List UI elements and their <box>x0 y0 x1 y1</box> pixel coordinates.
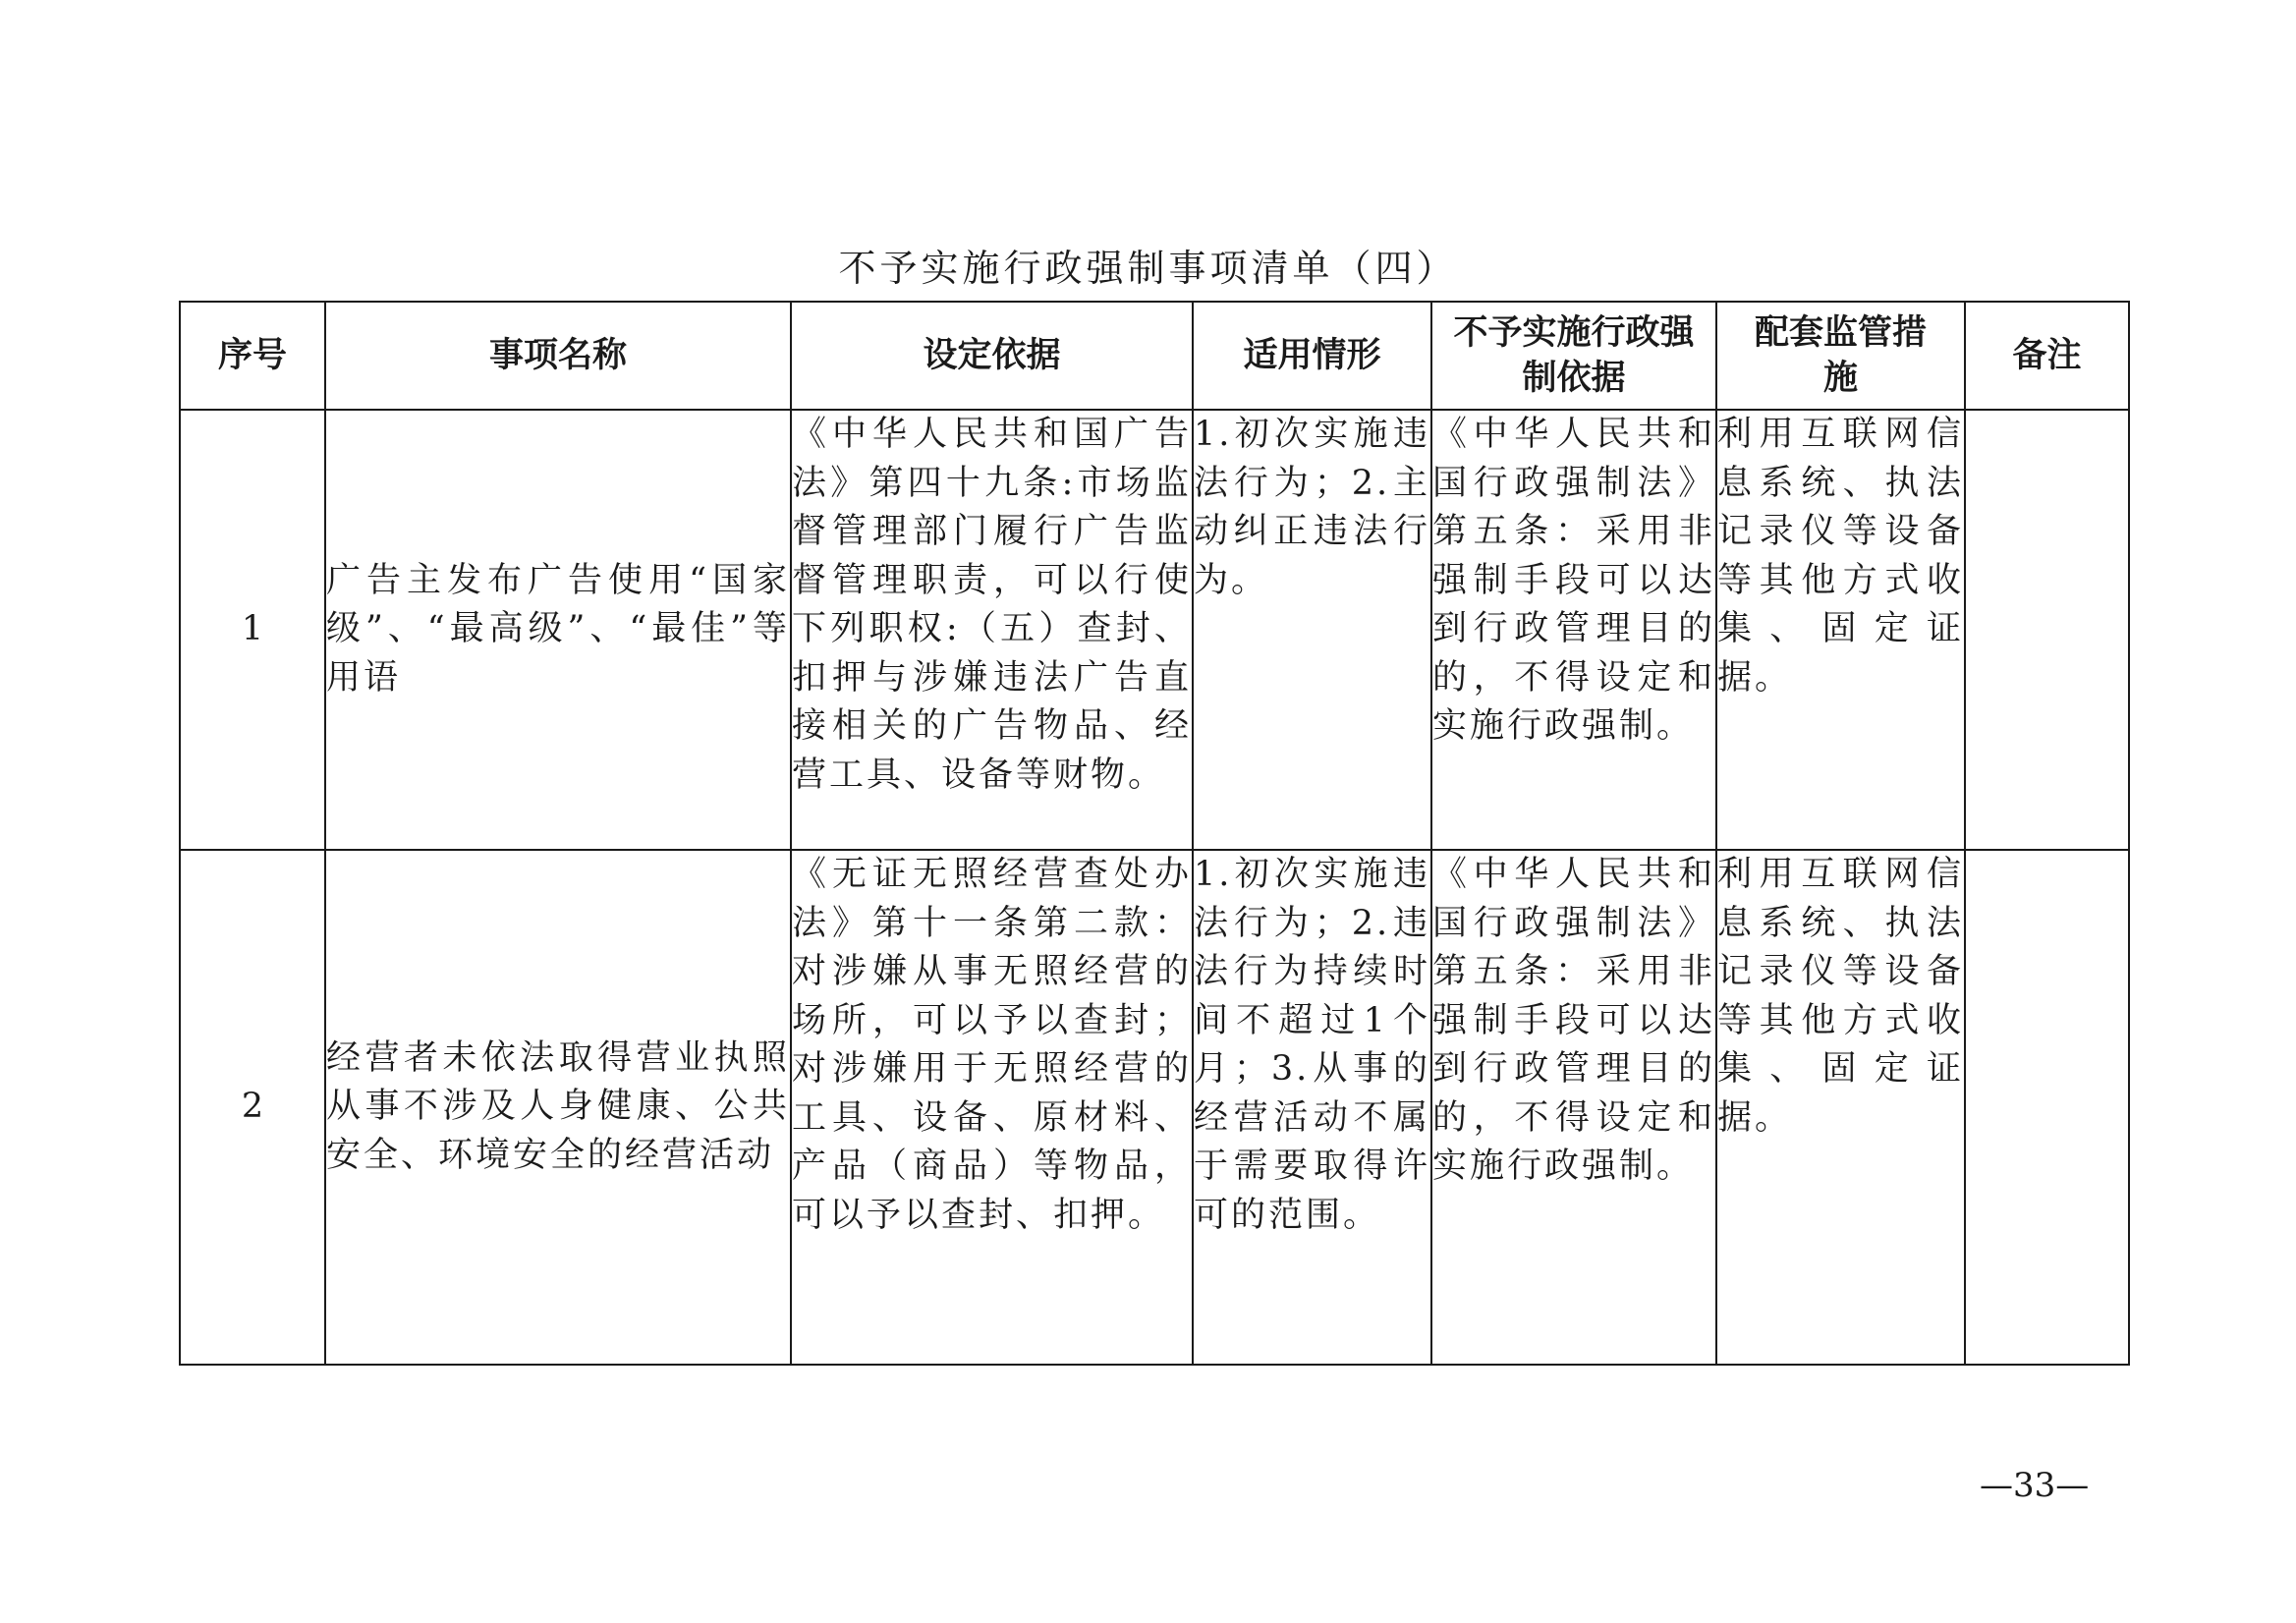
row-basis: 《无证无照经营查处办法》第十一条第二款：对涉嫌从事无照经营的场所，可以予以查封；对涉嫌用于无照经营的工具、设备、原材料、产品（商品）等物品，可以予以查封、扣押。 <box>791 850 1193 1365</box>
row-index: 1 <box>180 410 325 850</box>
table-row <box>180 410 2129 850</box>
row-remarks <box>1965 850 2129 1365</box>
row-supervision: 利用互联网信息系统、执法记录仪等设备等其他方式收集、固定证据。 <box>1716 410 1965 850</box>
table-row <box>180 850 2129 1365</box>
row-basis: 《中华人民共和国广告法》第四十九条:市场监督管理部门履行广告监督管理职责，可以行使下列职权:（五）查封、扣押与涉嫌违法广告直接相关的广告物品、经营工具、设备等财物。 <box>791 410 1193 850</box>
column-header-basis: 设定依据 <box>791 302 1193 410</box>
row-situations: 1.初次实施违法行为；2.违法行为持续时间不超过1个月；3.从事的经营活动不属于需要取得许可的范围。 <box>1193 850 1431 1365</box>
row-exemption-basis: 《中华人民共和国行政强制法》第五条：采用非强制手段可以达到行政管理目的的，不得设定和实施行政强制。 <box>1431 850 1716 1365</box>
row-situations: 1.初次实施违法行为；2.主动纠正违法行为。 <box>1193 410 1431 850</box>
column-header-remarks: 备注 <box>1965 302 2129 410</box>
row-supervision: 利用互联网信息系统、执法记录仪等设备等其他方式收集、固定证据。 <box>1716 850 1965 1365</box>
row-exemption-basis: 《中华人民共和国行政强制法》第五条：采用非强制手段可以达到行政管理目的的，不得设定和实施行政强制。 <box>1431 410 1716 850</box>
column-header-index: 序号 <box>180 302 325 410</box>
column-header-name: 事项名称 <box>325 302 791 410</box>
column-header-exemption-basis: 不予实施行政强制依据 <box>1431 302 1716 410</box>
row-item-name: 经营者未依法取得营业执照从事不涉及人身健康、公共安全、环境安全的经营活动 <box>325 850 791 1365</box>
row-item-name: 广告主发布广告使用“国家级”、“最高级”、“最佳”等用语 <box>325 410 791 850</box>
page-title: 不予实施行政强制事项清单（四） <box>838 247 1458 290</box>
row-remarks <box>1965 410 2129 850</box>
table-header-row <box>180 302 2129 410</box>
column-header-situations: 适用情形 <box>1193 302 1431 410</box>
column-header-supervision: 配套监管措施 <box>1716 302 1965 410</box>
page-number: —33— <box>1980 1466 2090 1505</box>
row-index: 2 <box>180 850 325 1365</box>
items-table <box>179 301 2130 1366</box>
